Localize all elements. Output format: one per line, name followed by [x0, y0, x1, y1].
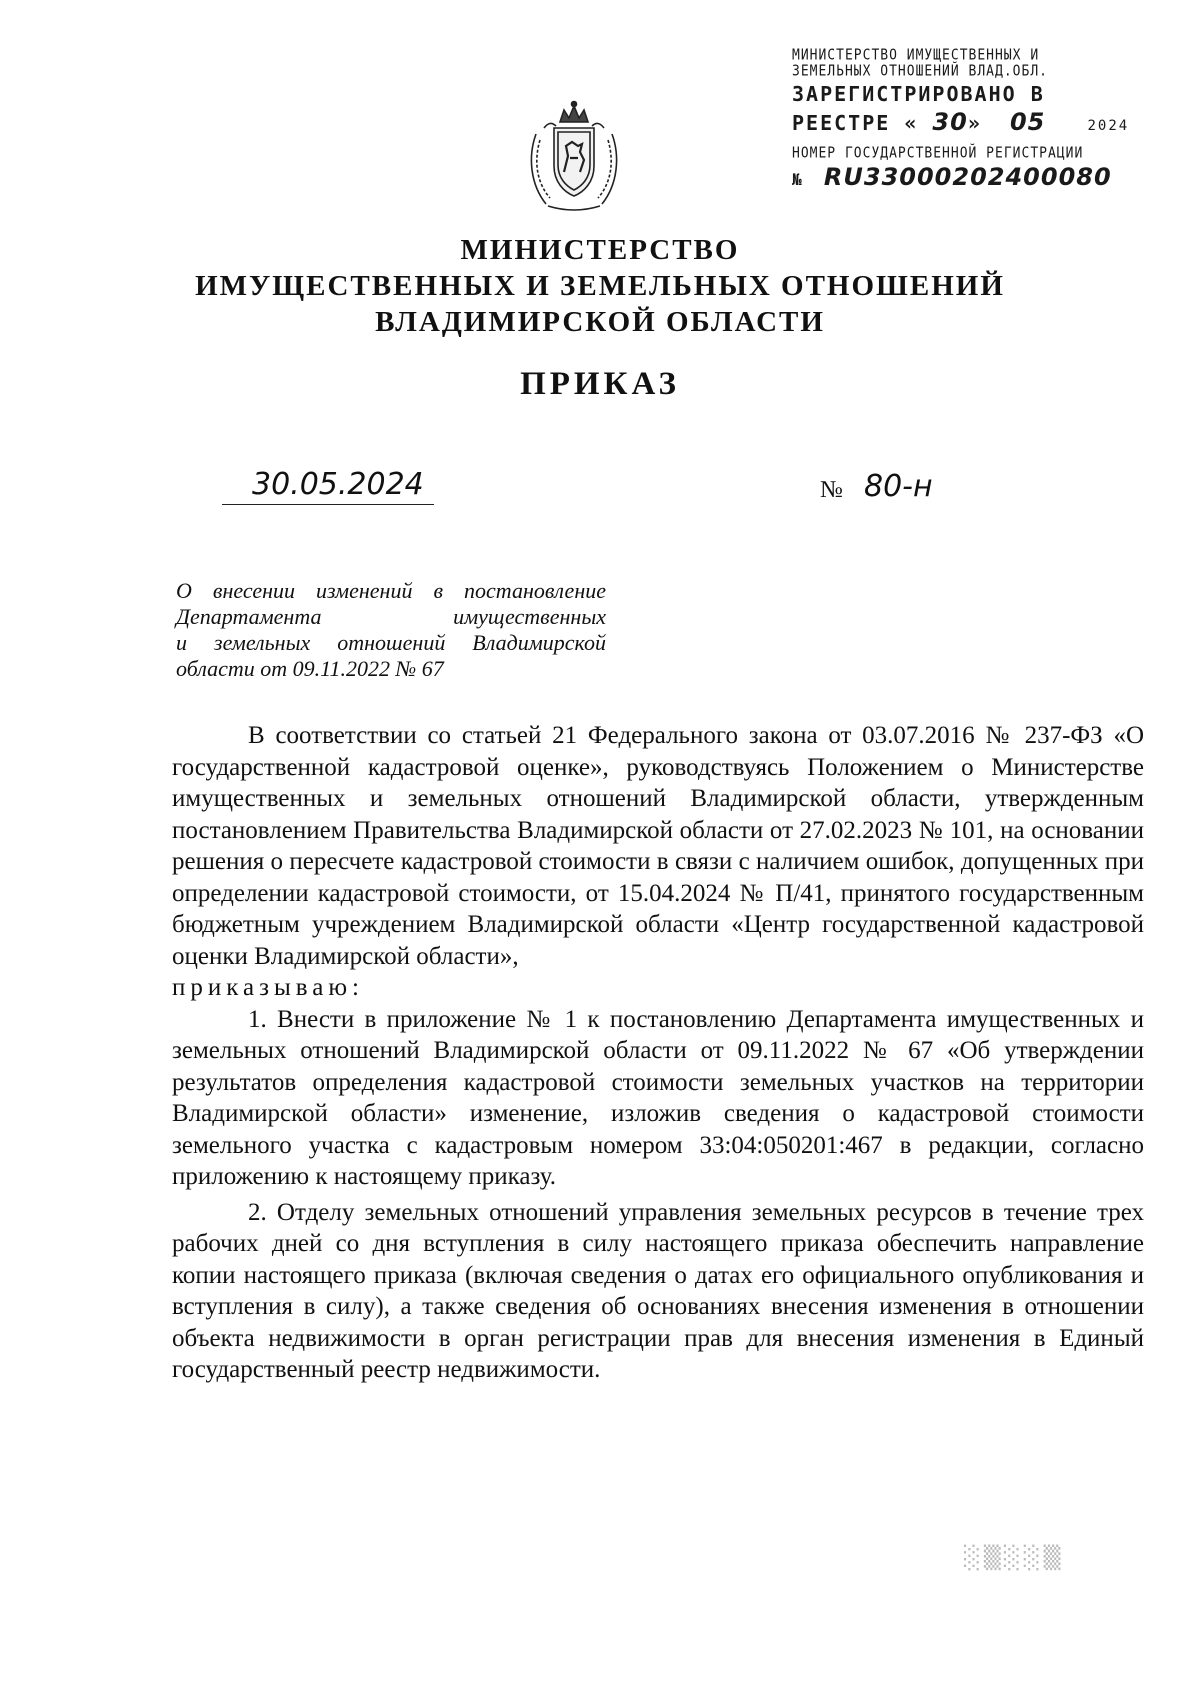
stamp-reg-day: 30: [932, 107, 968, 136]
body-preamble: В соответствии со статьей 21 Федерального закона от 03.07.2016 № 237-ФЗ «О государственной кадастровой оценке», руководствуясь Положением о Министерстве имущественных и земельных отношений Владимирской области, утвержденным постановлением Правительства Владимирской области от 27.02.2023 № 101, на основании решения о пересчете кадастровой стоимости в связи с наличием ошибок, допущенных при определении кадастровой стоимости, от 15.04.2024 № П/41, принятого государственным бюджетным учреждением Владимирской области «Центр государственной кадастровой оценки Владимирской области»,: [172, 722, 1144, 970]
ministry-header: [0, 232, 1200, 340]
stamp-reg-number: RU33000202400080: [823, 162, 1112, 191]
header-line-1: МИНИСТЕРСТВО: [460, 234, 740, 266]
body-command: приказываю:: [172, 974, 364, 1001]
stamp-reg-month: 05: [1009, 107, 1046, 136]
body-item-2: 2. Отделу земельных отношений управления земельных ресурсов в течение трех рабочих дней со дня вступления в силу настоящего приказа обеспечить направление копии настоящего приказа (включая сведения о датах его официального опубликования и вступления в силу), а также сведения об основаниях внесения изменения в отношении объекта недвижимости в орган регистрации прав для внесения изменения в Единый государственный реестр недвижимости.: [172, 1198, 1144, 1383]
order-number-sign: №: [820, 477, 843, 503]
subject-line-3: и земельных отношений Владимирской: [176, 630, 606, 655]
stamp-line-relations: ЗЕМЕЛЬНЫХ ОТНОШЕНИЙ ВЛАД.ОБЛ.: [792, 63, 1048, 81]
stamp-registry-prefix: РЕЕСТРЕ «: [792, 110, 919, 135]
order-date: 30.05.2024: [252, 467, 424, 502]
subject-line-4: области от 09.11.2022 № 67: [176, 656, 444, 681]
stamp-registry-date: [792, 107, 1132, 138]
subject-line-1: О внесении изменений в постановление: [176, 578, 606, 603]
document-type: ПРИКАЗ: [520, 366, 680, 402]
header-line-3: ВЛАДИМИРСКОЙ ОБЛАСТИ: [375, 306, 825, 338]
stamp-reg-number-sign: №: [792, 169, 803, 189]
order-number: 80-н: [864, 469, 933, 504]
stamp-reg-number-row: [792, 162, 1132, 192]
registration-stamp: [792, 48, 1132, 192]
order-date-field: [222, 468, 434, 505]
subject-line-2: Департамента имущественных: [176, 604, 606, 629]
stamp-reg-quote: »: [967, 110, 982, 135]
order-number-field: [820, 470, 970, 506]
stamp-reg-year: 2024: [1087, 117, 1130, 134]
stamp-reg-number-label: НОМЕР ГОСУДАРСТВЕННОЙ РЕГИСТРАЦИИ: [792, 144, 1084, 162]
body-item-1: 1. Внести в приложение № 1 к постановлению Департамента имущественных и земельных отношений Владимирской области от 09.11.2022 № 67 «Об утверждении результатов определения кадастровой стоимости земельных участков на территории Владимирской области» изменение, изложив сведения о кадастровой стоимости земельного участка с кадастровым номером 33:04:050201:467 в редакции, согласно приложению к настоящему приказу.: [172, 1005, 1144, 1190]
order-subject: [176, 578, 606, 682]
coat-of-arms-icon: [524, 100, 624, 214]
stamp-registered: ЗАРЕГИСТРИРОВАНО В: [792, 81, 1045, 106]
faint-mark: ░▒░░▒: [964, 1546, 1064, 1571]
header-line-2: ИМУЩЕСТВЕННЫХ И ЗЕМЕЛЬНЫХ ОТНОШЕНИЙ: [195, 270, 1005, 302]
order-body: [172, 720, 1144, 1386]
stamp-line-ministry: МИНИСТЕРСТВО ИМУЩЕСТВЕННЫХ И: [792, 46, 1040, 65]
